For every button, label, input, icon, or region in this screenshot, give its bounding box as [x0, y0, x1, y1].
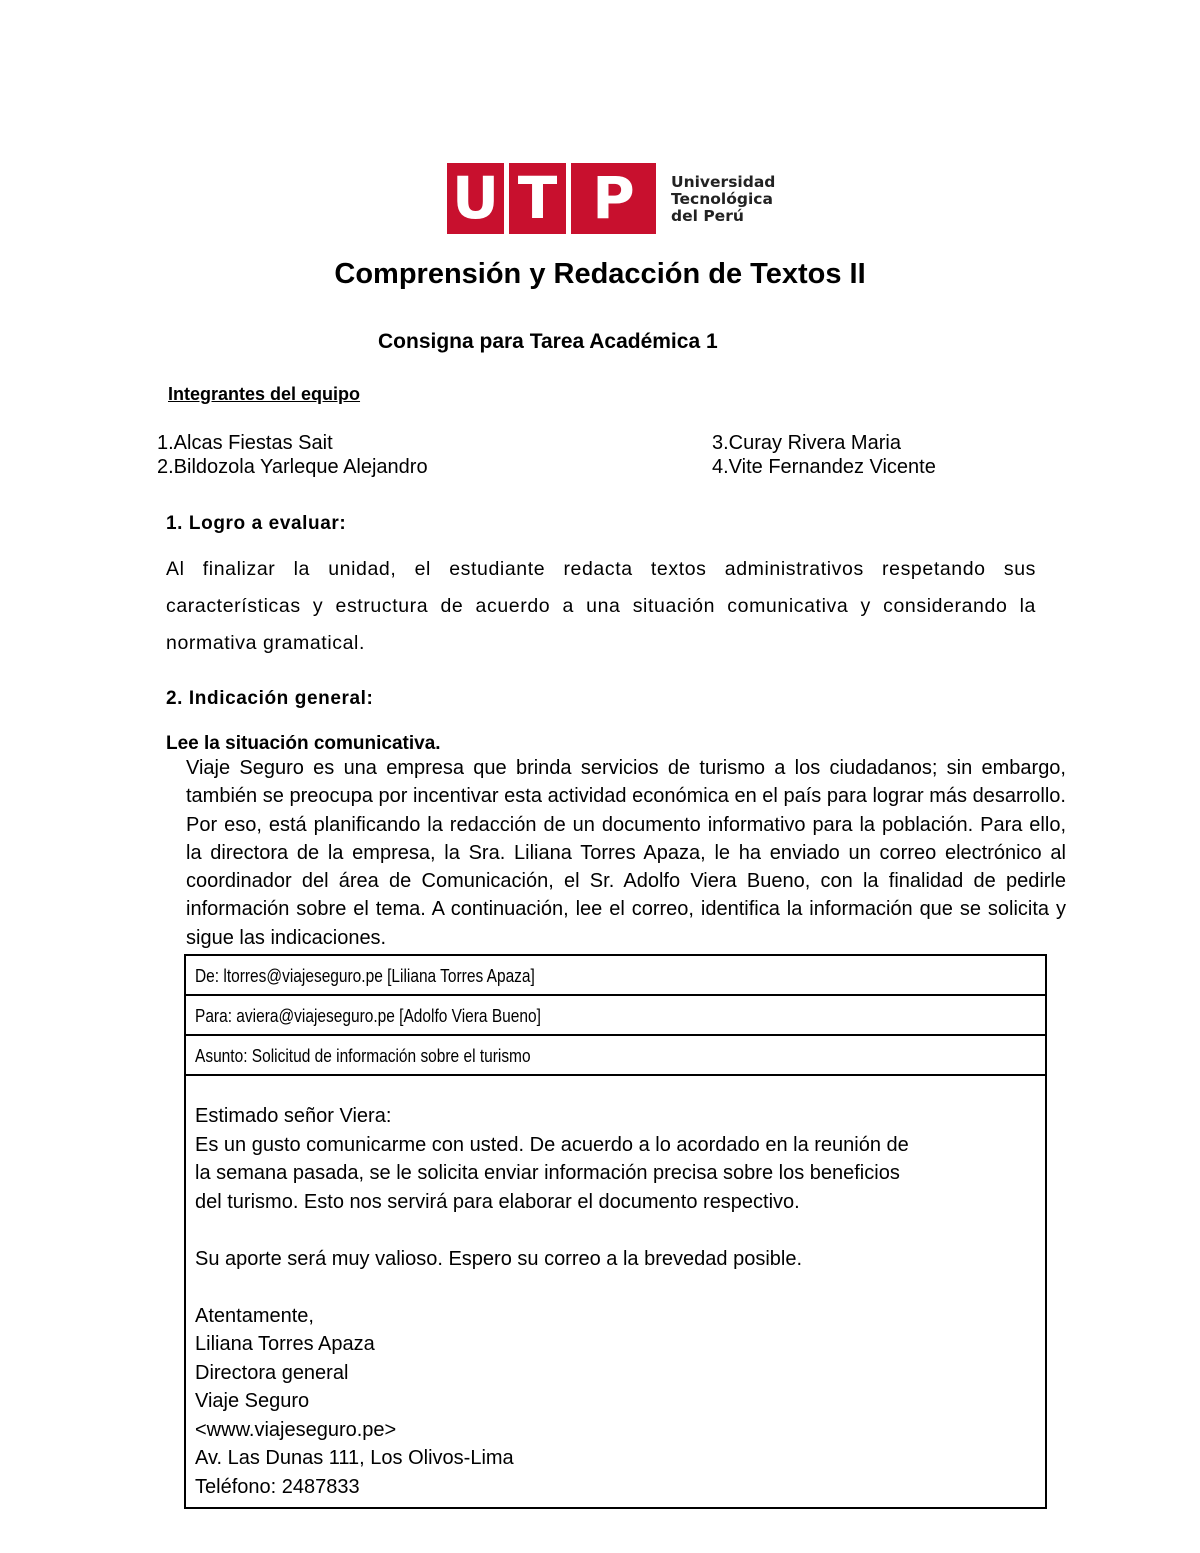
- team-member: 3.Curay Rivera Maria: [712, 432, 901, 454]
- logo-text-line: Tecnológica: [671, 190, 773, 208]
- document-subtitle: Consigna para Tarea Académica 1: [378, 330, 718, 353]
- email-box: [184, 954, 1047, 1509]
- section-heading-logro: 1. Logro a evaluar:: [166, 513, 347, 534]
- team-member: 4.Vite Fernandez Vicente: [712, 456, 936, 478]
- team-heading: Integrantes del equipo: [168, 384, 361, 404]
- email-to: Para: aviera@viajeseguro.pe [Adolfo Viera Bueno]: [195, 1006, 541, 1026]
- logo-text: [671, 174, 775, 225]
- email-signature-line: Atentamente,: [195, 1304, 314, 1327]
- team-member: 1.Alcas Fiestas Sait: [157, 432, 333, 454]
- email-to-row: [186, 996, 1045, 1036]
- logo-letter-u: U: [451, 164, 500, 232]
- situation-paragraph: Viaje Seguro es una empresa que brinda servicios de turismo a los ciudadanos; sin embargo, también se preocupa por incentivar esta actividad económica en el país para lograr más desarrollo. Por eso, está planificando la redacción de un documento informativo para la población. Para ello, la directora de la empresa, la Sra. Liliana Torres Apaza, le ha enviado un correo electrónico al coordinador del área de Comunicación, el Sr. Adolfo Viera Bueno, con la finalidad de pedirle información sobre el tema. A continuación, lee el correo, identifica la información que se solicita y sigue las indicaciones.: [186, 757, 1066, 949]
- email-signature-line: Liliana Torres Apaza: [195, 1333, 375, 1355]
- team-member: 2.Bildozola Yarleque Alejandro: [157, 456, 428, 478]
- email-from-row: [186, 956, 1045, 996]
- email-subject-row: [186, 1036, 1045, 1076]
- email-subject: Asunto: Solicitud de información sobre el turismo: [195, 1046, 531, 1066]
- email-body-line: la semana pasada, se le solicita enviar información precisa sobre los beneficios: [195, 1162, 900, 1184]
- email-signature-line: <www.viajeseguro.pe>: [195, 1418, 397, 1441]
- document-title: Comprensión y Redacción de Textos II: [334, 258, 866, 290]
- logro-paragraph: Al finalizar la unidad, el estudiante redacta textos administrativos respetando sus características y estructura de acuerdo a una situación comunicativa y considerando la normativa gramatical.: [166, 558, 1036, 654]
- email-signature-line: Teléfono: 2487833: [195, 1475, 360, 1498]
- email-signature-line: Viaje Seguro: [195, 1390, 310, 1412]
- logo-letter-t: T: [517, 164, 558, 232]
- email-signature-line: Directora general: [195, 1361, 349, 1384]
- email-greeting: Estimado señor Viera:: [195, 1105, 392, 1127]
- email-closing-line: Su aporte será muy valioso. Espero su correo a la brevedad posible.: [195, 1247, 803, 1270]
- section-heading-indicacion: 2. Indicación general:: [166, 688, 374, 709]
- email-from: De: ltorres@viajeseguro.pe [Liliana Torres Apaza]: [195, 966, 535, 986]
- utp-logo: [447, 163, 776, 235]
- logo-text-line: Universidad: [671, 173, 776, 191]
- logo-text-line: del Perú: [671, 207, 744, 225]
- email-body-line: Es un gusto comunicarme con usted. De acuerdo a lo acordado en la reunión de: [195, 1133, 909, 1156]
- email-body: [186, 1076, 1045, 1507]
- email-body-line: del turismo. Esto nos servirá para elaborar el documento respectivo.: [195, 1190, 800, 1213]
- logo-letter-p: P: [592, 164, 635, 232]
- email-signature-line: Av. Las Dunas 111, Los Olivos-Lima: [195, 1447, 514, 1469]
- situation-subheading: Lee la situación comunicativa.: [166, 733, 441, 754]
